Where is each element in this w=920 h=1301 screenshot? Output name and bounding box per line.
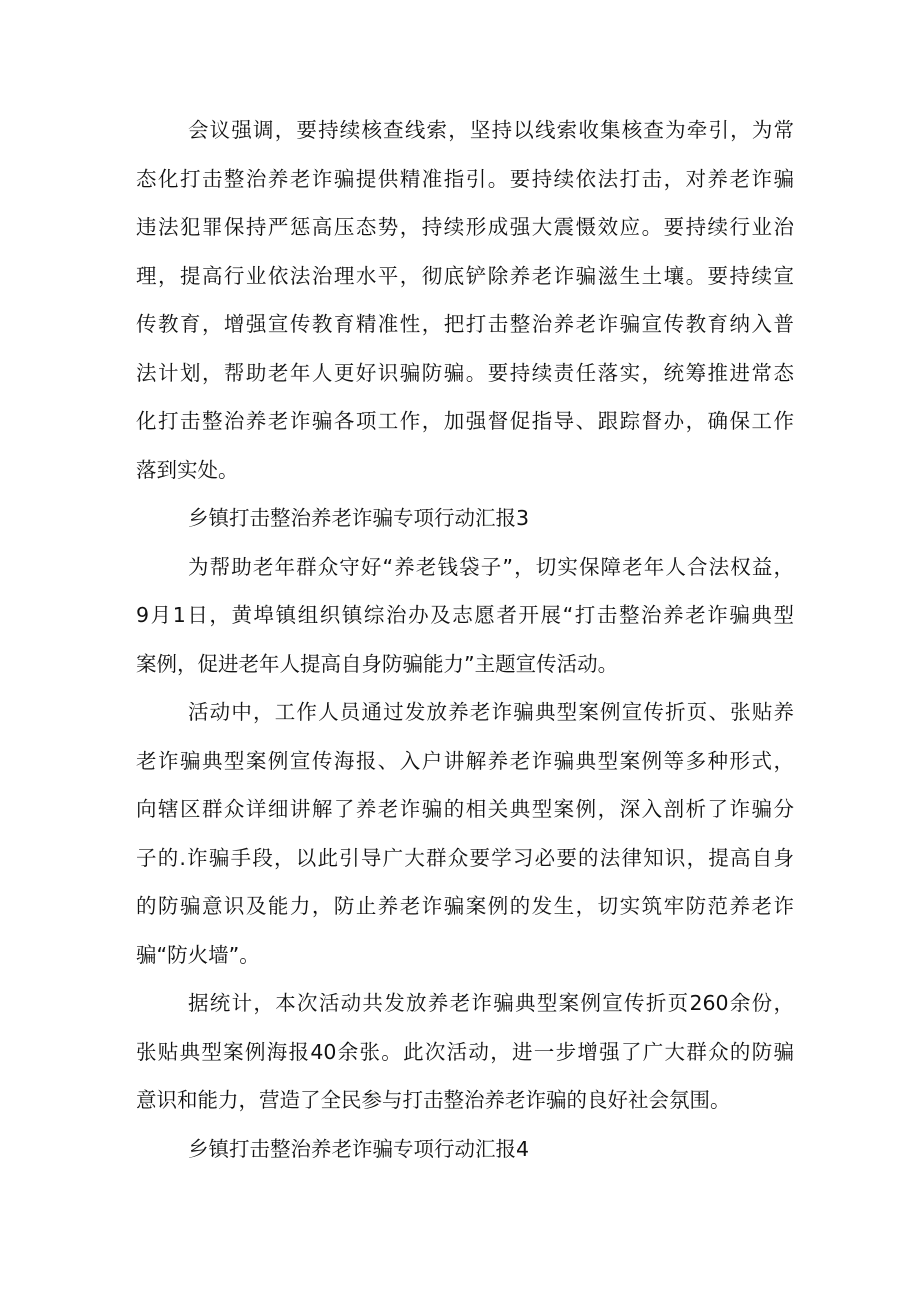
section-heading: 乡镇打击整治养老诈骗专项行动汇报3 [188, 506, 530, 530]
paragraph-line: 案例，促进老年人提高自身防骗能力”主题宣传活动。 [136, 652, 619, 676]
paragraph-line: 子的.诈骗手段，以此引导广大群众要学习必要的法律知识，提高自身 [136, 846, 794, 870]
paragraph-line: 理，提高行业依法治理水平，彻底铲除养老诈骗滋生土壤。要持续宣 [136, 264, 794, 288]
paragraph-line: 活动中，工作人员通过发放养老诈骗典型案例宣传折页、张贴养 [188, 700, 794, 724]
paragraph-line: 法计划，帮助老年人更好识骗防骗。要持续责任落实，统筹推进常态 [136, 361, 794, 385]
paragraph-line: 张贴典型案例海报40余张。此次活动，进一步增强了广大群众的防骗 [136, 1040, 794, 1064]
paragraph-line: 化打击整治养老诈骗各项工作，加强督促指导、跟踪督办，确保工作 [136, 409, 794, 433]
paragraph-line: 违法犯罪保持严惩高压态势，持续形成强大震慑效应。要持续行业治 [136, 215, 794, 239]
paragraph-line: 为帮助老年群众守好“养老钱袋子”，切实保障老年人合法权益， [188, 555, 794, 579]
paragraph-line: 态化打击整治养老诈骗提供精准指引。要持续依法打击，对养老诈骗 [136, 167, 794, 191]
paragraph-line: 老诈骗典型案例宣传海报、入户讲解养老诈骗典型案例等多种形式， [136, 749, 794, 773]
paragraph-line: 意识和能力，营造了全民参与打击整治养老诈骗的良好社会氛围。 [136, 1088, 731, 1112]
paragraph-line: 9月1日，黄埠镇组织镇综治办及志愿者开展“打击整治养老诈骗典型 [136, 603, 794, 627]
paragraph-line: 向辖区群众详细讲解了养老诈骗的相关典型案例，深入剖析了诈骗分 [136, 797, 794, 821]
paragraph-line: 落到实处。 [136, 458, 239, 482]
section-heading: 乡镇打击整治养老诈骗专项行动汇报4 [188, 1137, 530, 1161]
paragraph-line: 据统计，本次活动共发放养老诈骗典型案例宣传折页260余份， [188, 991, 794, 1015]
paragraph-line: 传教育，增强宣传教育精准性，把打击整治养老诈骗宣传教育纳入普 [136, 312, 794, 336]
paragraph-line: 的防骗意识及能力，防止养老诈骗案例的发生，切实筑牢防范养老诈 [136, 894, 794, 918]
paragraph-line: 骗“防火墙”。 [136, 943, 260, 967]
paragraph-line: 会议强调，要持续核查线索，坚持以线索收集核查为牵引，为常 [188, 118, 794, 142]
